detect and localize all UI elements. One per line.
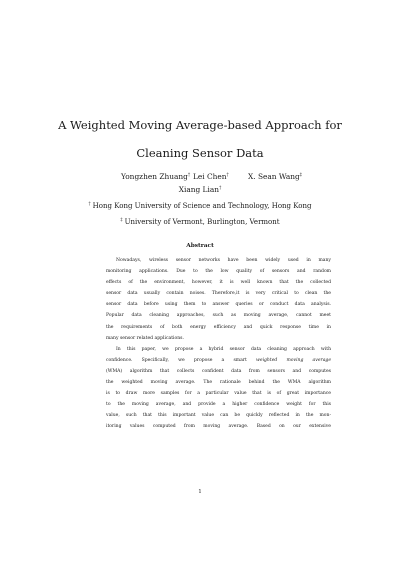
- abstract-line: is to draw more samples for a particular value that is of great importance: [106, 391, 331, 397]
- abstract-line: itoring values computed from moving average. Based on our extensive: [106, 424, 331, 430]
- page-number: 1: [198, 489, 202, 495]
- paper-title-line-2: Cleaning Sensor Data: [136, 146, 264, 160]
- abstract-body: [106, 255, 331, 433]
- abstract-line: monitoring applications. Due to the low quality of sensors and random: [106, 269, 331, 275]
- emphasis-text: weighted moving average: [255, 357, 332, 363]
- abstract-line: value, such that this important value can be quickly reflected in the mon-: [106, 413, 331, 419]
- abstract-line: the weighted moving average. The rationale behind the WMA algorithm: [106, 380, 331, 386]
- author-name: X. Sean Wang‡: [248, 172, 303, 181]
- author-name: Yongzhen Zhuang†: [121, 172, 191, 181]
- abstract-line: many sensor related applications.: [106, 335, 184, 341]
- abstract-line: sensor data before using them to answer queries or conduct data analysis.: [106, 302, 331, 308]
- abstract-line: (WMA) algorithm that collects confident data from sensors and computes: [106, 368, 331, 374]
- abstract-line: effects of the environment, however, it is well known that the collected: [106, 280, 331, 286]
- author-name: Lei Chen†: [193, 172, 229, 181]
- abstract-line: In this paper, we propose a hybrid sensor data cleaning approach with: [116, 346, 331, 352]
- affiliation: † Hong Kong University of Science and Technology, Hong Kong: [88, 202, 312, 210]
- abstract-line: Popular data cleaning approaches, such as moving average, cannot meet: [106, 313, 331, 319]
- abstract-line: the requirements of both energy efficiency and quick response time in: [106, 324, 331, 330]
- abstract-line: confidence. Specifically, we propose a smart weighted moving average: [106, 357, 332, 363]
- affiliation: ‡ University of Vermont, Burlington, Vermont: [120, 218, 280, 226]
- abstract-line: Nowadays, wireless sensor networks have been widely used in many: [116, 258, 331, 263]
- author-name: Xiang Lian†: [178, 185, 222, 194]
- abstract-line: sensor data usually contain noises. Therefore,it is very critical to clean the: [106, 291, 331, 297]
- abstract-line: to the moving average, and provide a higher confidence weight for this: [106, 402, 331, 408]
- abstract-heading: Abstract: [186, 243, 214, 249]
- paper-title-line-1: A Weighted Moving Average-based Approach for: [58, 118, 342, 132]
